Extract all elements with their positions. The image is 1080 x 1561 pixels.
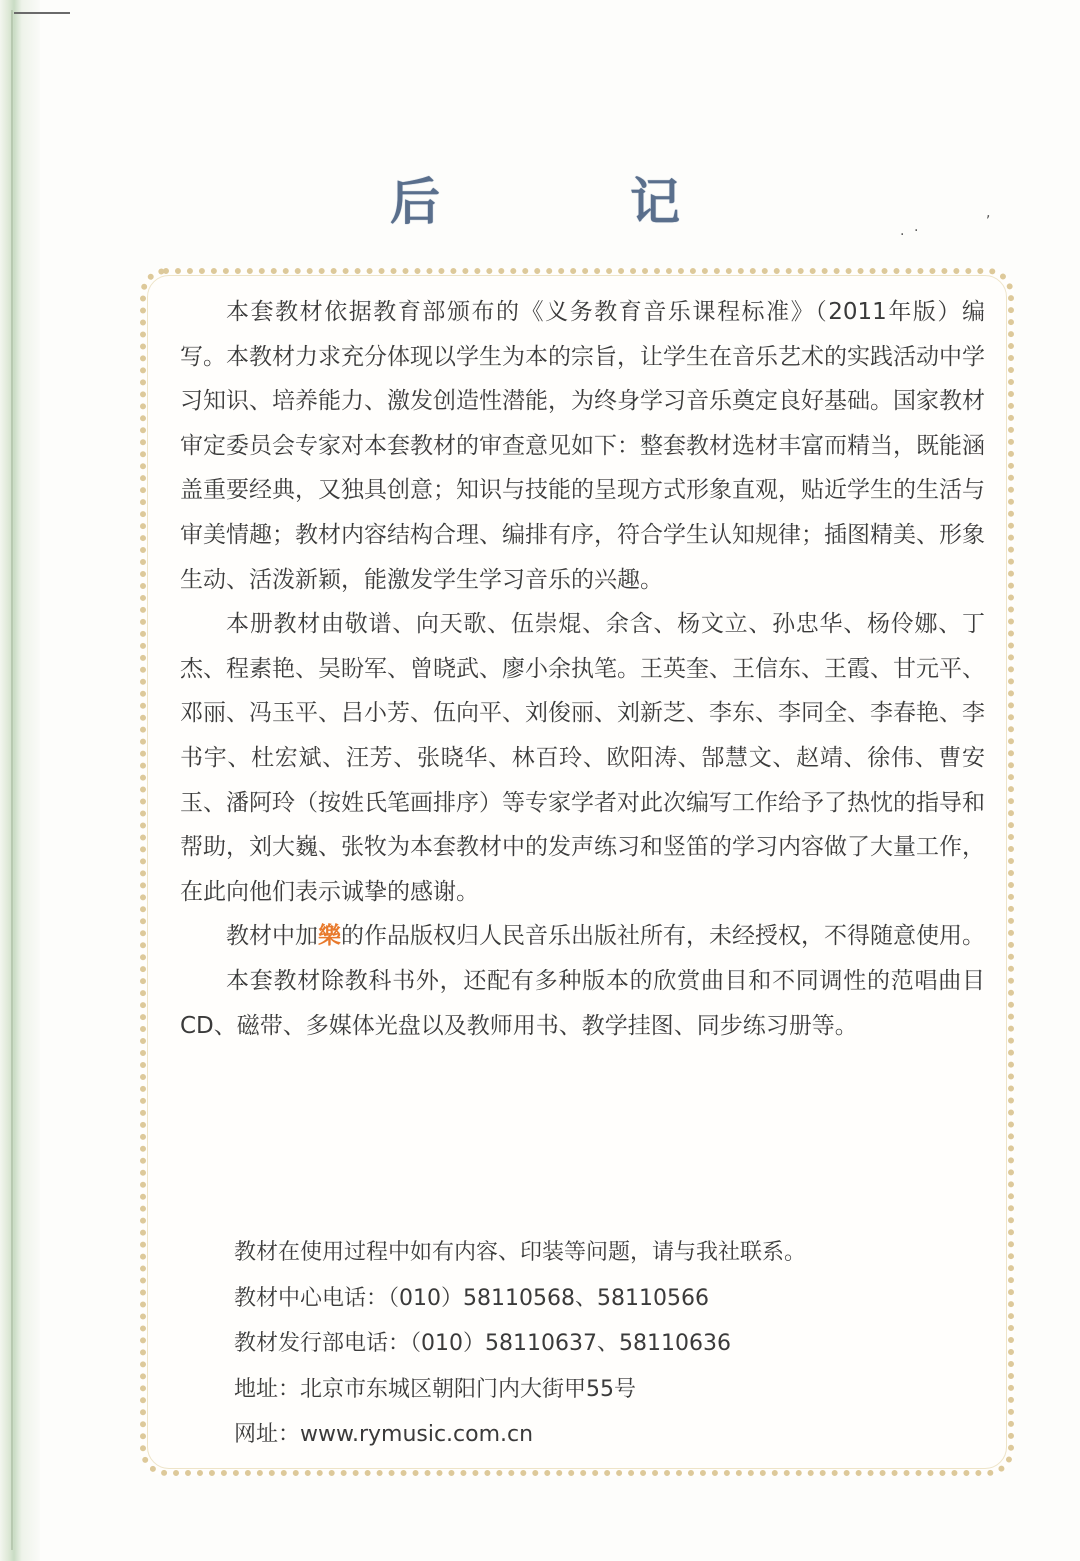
page-title: 后 记 <box>390 173 750 231</box>
body-text <box>180 290 985 1048</box>
scan-specks: · · , <box>900 205 991 243</box>
center-phone: 教材中心电话：（010）58110568、58110566 <box>234 1285 709 1311</box>
binding-line <box>11 10 13 1550</box>
contact-notice: 教材在使用过程中如有内容、印装等问题，请与我社联系。 <box>234 1240 807 1265</box>
corner-mark <box>14 12 70 14</box>
paragraph-supplements: 本套教材除教科书外，还配有多种版本的欣赏曲目和不同调性的范唱曲目CD、磁带、多媒体光盘以及教师用书、教学挂图、同步练习册等。 <box>180 967 985 1039</box>
copyright-text-before: 教材中加 <box>226 923 318 950</box>
distribution-phone: 教材发行部电话：（010）58110637、58110636 <box>234 1331 731 1356</box>
music-mark-icon: 樂 <box>318 923 341 950</box>
scan-binding-edge <box>0 0 40 1561</box>
address: 地址：北京市东城区朝阳门内大街甲55号 <box>234 1376 636 1402</box>
paragraph-copyright <box>180 914 985 959</box>
copyright-text-after: 的作品版权归人民音乐出版社所有，未经授权，不得随意使用。 <box>341 923 985 950</box>
website: 网址：www.rymusic.com.cn <box>234 1422 534 1447</box>
paragraph-standard: 本套教材依据教育部颁布的《义务教育音乐课程标准》（2011年版）编写。本教材力求充分体现以学生为本的宗旨，让学生在音乐艺术的实践活动中学习知识、培养能力、激发创造性潜能，为终身学习音乐奠定良好基础。国家教材审定委员会专家对本套教材的审查意见如下：整套教材选材丰富而精当，既能涵盖重要经典，又独具创意；知识与技能的呈现方式形象直观，贴近学生的生活与审美情趣；教材内容结构合理、编排有序，符合学生认知规律；插图精美、形象生动、活泼新颖，能激发学生学习音乐的兴趣。 <box>180 299 985 593</box>
contact-block <box>234 1230 994 1458</box>
paragraph-authors: 本册教材由敬谱、向天歌、伍崇焜、余含、杨文立、孙忠华、杨伶娜、丁杰、程素艳、吴盼军、曾晓武、廖小余执笔。王英奎、王信东、王霞、甘元平、邓丽、冯玉平、吕小芳、伍向平、刘俊丽、刘新芝、李东、李同全、李春艳、李书宇、杜宏斌、汪芳、张晓华、林百玲、欧阳涛、郜慧文、赵靖、徐伟、曹安玉、潘阿玲（按姓氏笔画排序）等专家学者对此次编写工作给予了热忱的指导和帮助，刘大巍、张牧为本套教材中的发声练习和竖笛的学习内容做了大量工作，在此向他们表示诚挚的感谢。 <box>180 611 985 905</box>
